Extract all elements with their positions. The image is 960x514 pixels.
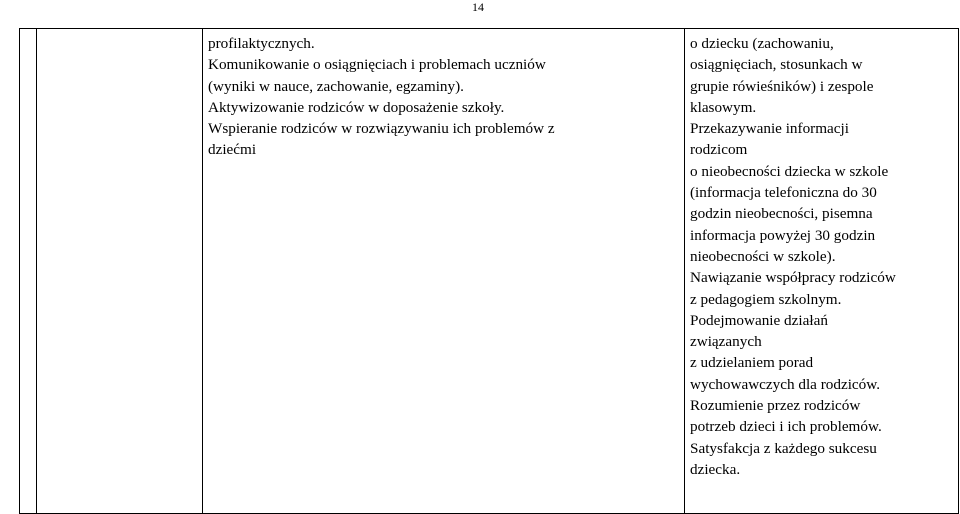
- table-cell-effects: [685, 29, 959, 514]
- text-line: godzin nieobecności, pisemna: [690, 205, 873, 223]
- text-line: Przekazywanie informacji: [690, 120, 849, 138]
- text-line: (wyniki w nauce, zachowanie, egzaminy).: [208, 77, 464, 95]
- text-line: profilaktycznych.: [208, 35, 315, 52]
- text-line: Nawiązanie współpracy rodziców: [690, 269, 896, 287]
- text-line: potrzeb dzieci i ich problemów.: [690, 418, 882, 436]
- table-cell-narrow: [20, 29, 37, 514]
- text-line: z pedagogiem szkolnym.: [690, 290, 842, 308]
- text-line: rodzicom: [690, 141, 748, 159]
- text-line: grupie rówieśników) i zespole: [690, 77, 874, 95]
- text-line: Satysfakcja z każdego sukcesu: [690, 439, 877, 457]
- text-line: Wspieranie rodziców w rozwiązywaniu ich problemów z: [208, 120, 555, 138]
- table-cell-tasks: [203, 29, 685, 514]
- content-table: [19, 28, 959, 514]
- text-line: dziećmi: [208, 141, 257, 159]
- text-line: informacja powyżej 30 godzin: [690, 226, 876, 244]
- text-line: Podejmowanie działań: [690, 311, 828, 329]
- page-number: 14: [472, 0, 484, 14]
- text-line: z udzielaniem porad: [690, 354, 814, 372]
- text-line: związanych: [690, 333, 762, 351]
- text-line: Aktywizowanie rodziców w doposażenie szkoły.: [208, 98, 505, 116]
- text-line: nieobecności w szkole).: [690, 247, 836, 265]
- text-line: dziecka.: [690, 460, 741, 478]
- tasks-text: [203, 29, 684, 161]
- text-line: o dziecku (zachowaniu,: [690, 35, 834, 52]
- table-row: [20, 29, 959, 514]
- text-line: Komunikowanie o osiągnięciach i problemach uczniów: [208, 56, 546, 74]
- text-line: wychowawczych dla rodziców.: [690, 375, 881, 393]
- effects-text: [685, 29, 958, 480]
- text-line: osiągnięciach, stosunkach w: [690, 56, 863, 74]
- text-line: Rozumienie przez rodziców: [690, 397, 861, 415]
- text-line: (informacja telefoniczna do 30: [690, 184, 877, 202]
- text-line: klasowym.: [690, 98, 757, 116]
- table-cell-empty: [37, 29, 203, 514]
- text-line: o nieobecności dziecka w szkole: [690, 162, 889, 180]
